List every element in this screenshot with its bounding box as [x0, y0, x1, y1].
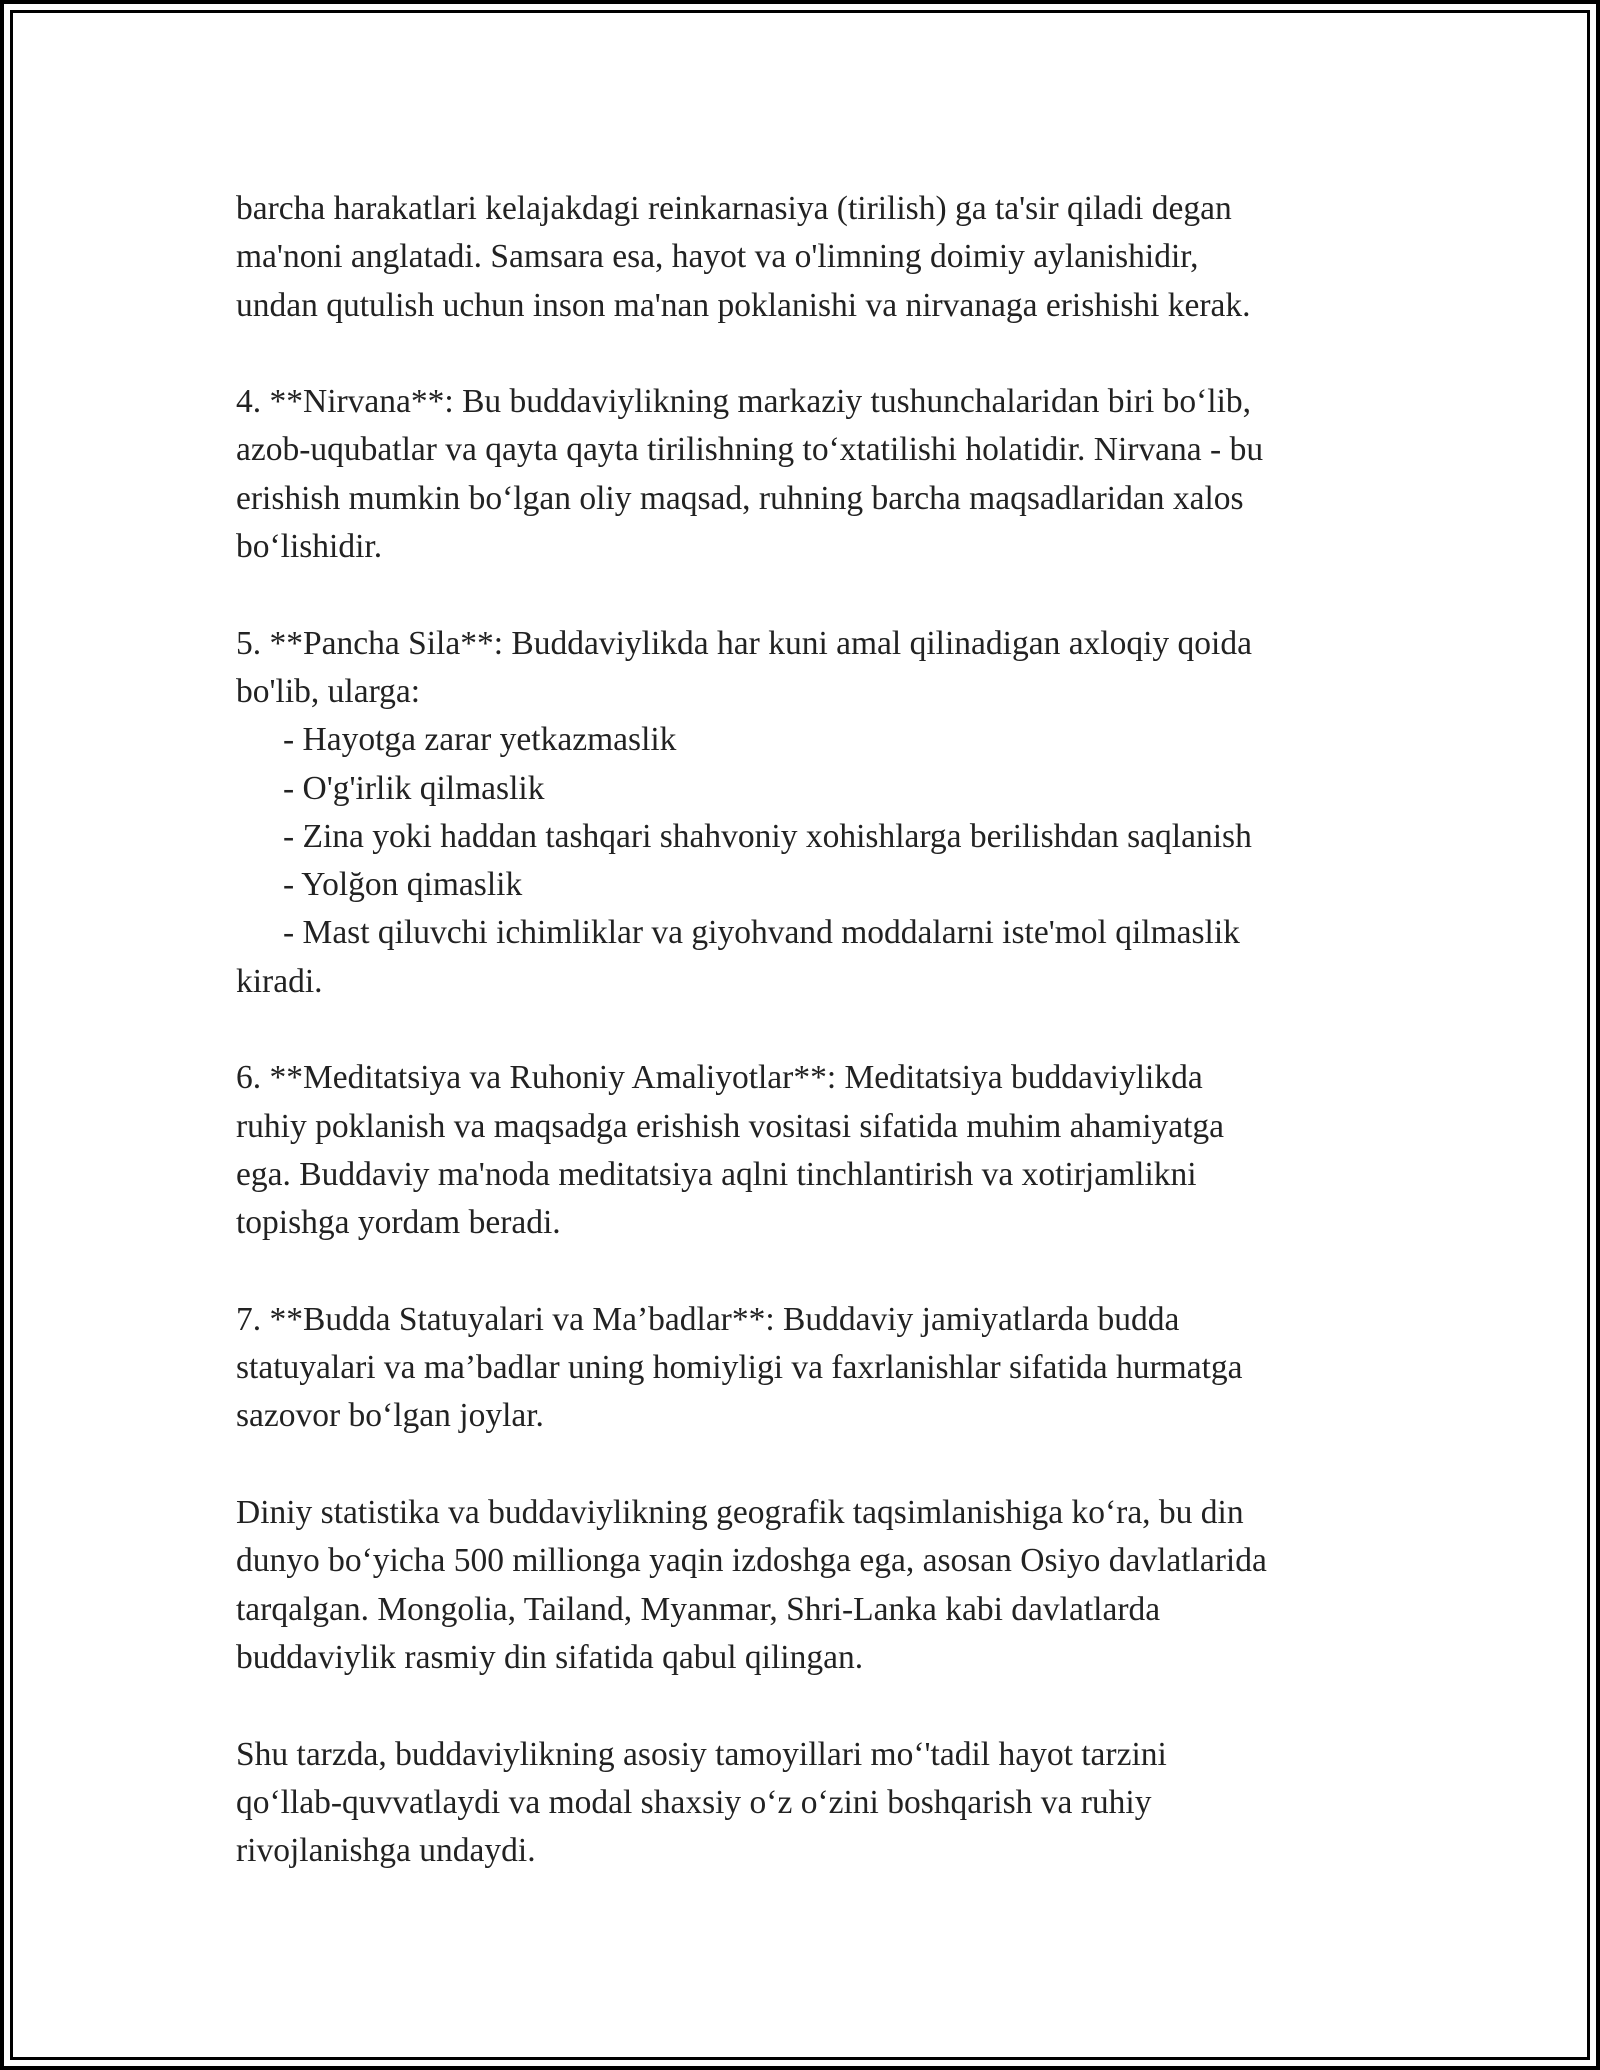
- text-line: ega. Buddaviy ma'noda meditatsiya aqlni tinchlantirish va xotirjamlikni: [236, 1155, 1197, 1193]
- text-line: dunyo bo‘yicha 500 millionga yaqin izdoshga ega, asosan Osiyo davlatlarida: [236, 1542, 1267, 1580]
- text-line: ma'noni anglatadi. Samsara esa, hayot va o'limning doimiy aylanishidir,: [236, 238, 1199, 276]
- list-item: - Mast qiluvchi ichimliklar va giyohvand moddalarni iste'mol qilmaslik: [283, 914, 1240, 952]
- text-line: bo‘lishidir.: [236, 528, 383, 566]
- text-line: erishish mumkin bo‘lgan oliy maqsad, ruhning barcha maqsadlaridan xalos: [236, 479, 1244, 517]
- text-line: Shu tarzda, buddaviylikning asosiy tamoyillari mo‘'tadil hayot tarzini: [236, 1735, 1167, 1773]
- text-line: topishga yordam beradi.: [236, 1204, 561, 1242]
- paragraph-nirvana: [236, 378, 1386, 571]
- text-line: rivojlanishga undaydi.: [236, 1832, 536, 1870]
- paragraph-statues-temples: [236, 1296, 1386, 1441]
- text-line: sazovor bo‘lgan joylar.: [236, 1397, 544, 1435]
- text-line: azob-uqubatlar va qayta qayta tirilishning to‘xtatilishi holatidir. Nirvana - bu: [236, 431, 1264, 469]
- text-line: buddaviylik rasmiy din sifatida qabul qilingan.: [236, 1638, 864, 1676]
- list-item: - O'g'irlik qilmaslik: [283, 769, 545, 807]
- list-item: - Yolğon qimaslik: [283, 866, 523, 904]
- list-item: - Hayotga zarar yetkazmaslik: [283, 721, 677, 759]
- paragraph-pancha-sila: [236, 620, 1386, 1006]
- list-item: - Zina yoki haddan tashqari shahvoniy xohishlarga berilishdan saqlanish: [283, 817, 1252, 855]
- text-line: barcha harakatlari kelajakdagi reinkarnasiya (tirilish) ga ta'sir qiladi degan: [236, 190, 1232, 227]
- paragraph-conclusion: [236, 1731, 1386, 1876]
- paragraph-meditation: [236, 1054, 1386, 1247]
- text-line: statuyalari va ma’badlar uning homiyligi va faxrlanishlar sifatida hurmatga: [236, 1349, 1243, 1387]
- text-line: Diniy statistika va buddaviylikning geografik taqsimlanishiga ko‘ra, bu din: [236, 1494, 1244, 1532]
- text-line: bo'lib, ularga:: [236, 672, 421, 710]
- paragraph-karma-samsara: [236, 185, 1386, 330]
- text-line: ruhiy poklanish va maqsadga erishish vositasi sifatida muhim ahamiyatga: [236, 1107, 1225, 1145]
- text-line: 5. **Pancha Sila**: Buddaviylikda har kuni amal qilinadigan axloqiy qoida: [236, 624, 1252, 662]
- text-line: 4. **Nirvana**: Bu buddaviylikning markaziy tushunchalaridan biri bo‘lib,: [236, 383, 1252, 421]
- text-line: tarqalgan. Mongolia, Tailand, Myanmar, Shri-Lanka kabi davlatlarda: [236, 1590, 1161, 1628]
- text-line: qo‘llab-quvvatlaydi va modal shaxsiy o‘z o‘zini boshqarish va ruhiy: [236, 1783, 1152, 1821]
- text-line: kiradi.: [236, 962, 323, 1000]
- text-line: 6. **Meditatsiya va Ruhoniy Amaliyotlar**: Meditatsiya buddaviylikda: [236, 1059, 1203, 1097]
- text-line: undan qutulish uchun inson ma'nan poklanishi va nirvanaga erishishi kerak.: [236, 286, 1251, 324]
- paragraph-statistics: [236, 1489, 1386, 1682]
- text-line: 7. **Budda Statuyalari va Ma’badlar**: Buddaviy jamiyatlarda budda: [236, 1300, 1180, 1338]
- document-body: [236, 185, 1386, 1924]
